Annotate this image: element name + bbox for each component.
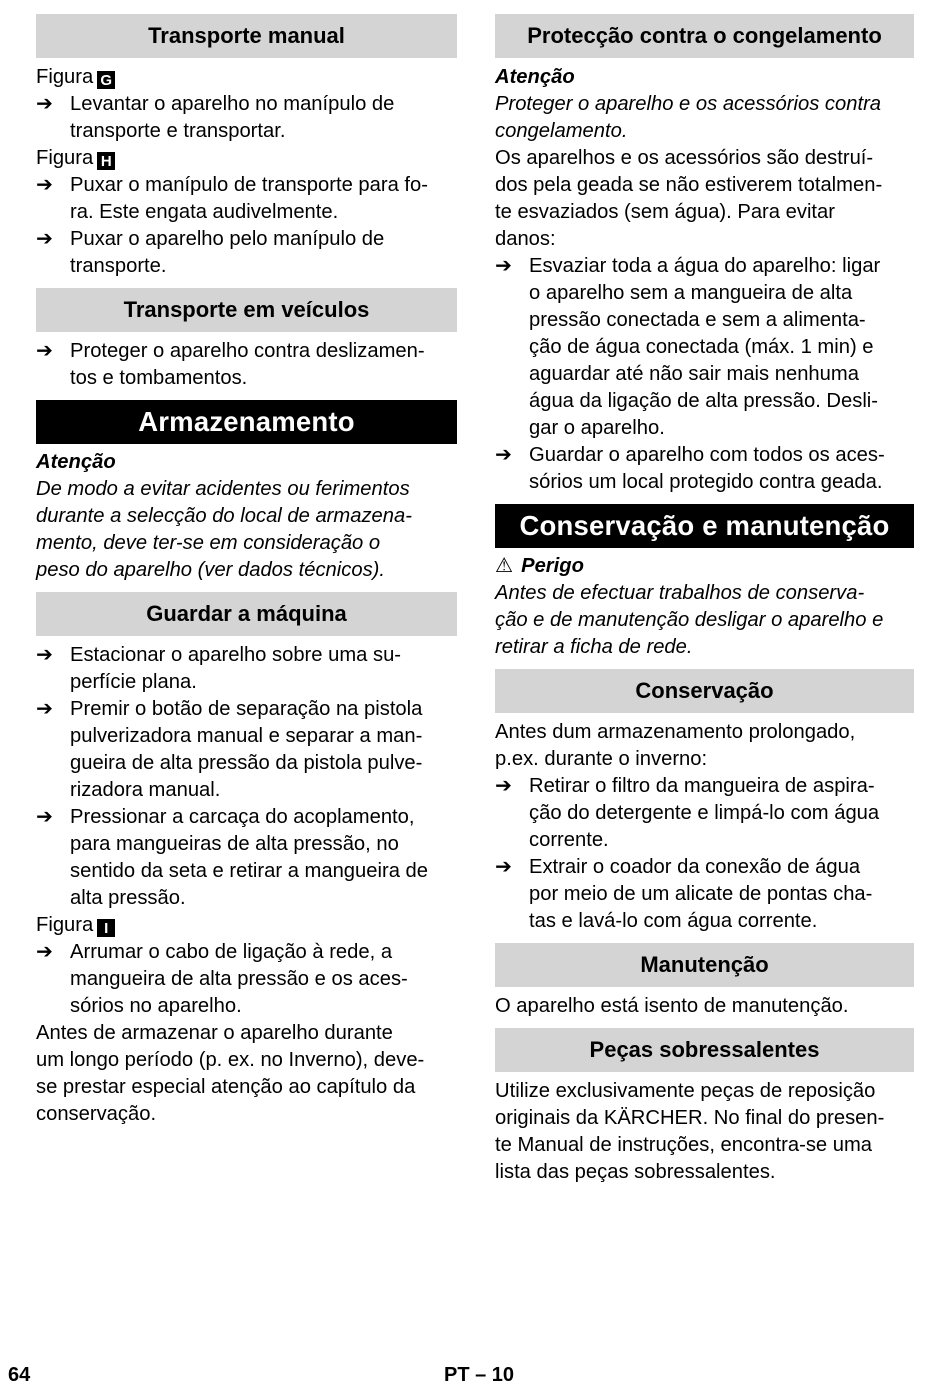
step-text-line: Arrumar o cabo de ligação à rede, a [70, 941, 393, 963]
page-number: 64 [8, 1364, 31, 1386]
step-text-line: ção do detergente e limpá-lo com água [529, 802, 880, 824]
paragraph-line: dos pela geada se não estiverem totalmen- [495, 174, 883, 196]
step-text-line: sórios um local protegido contra geada. [529, 471, 883, 493]
arrow-right-icon: ➔ [36, 806, 53, 828]
arrow-right-icon: ➔ [495, 255, 512, 277]
figure-reference-h [36, 145, 457, 172]
figure-label: Figura [36, 914, 94, 936]
paragraph-line: Antes de armazenar o aparelho durante [36, 1022, 393, 1044]
step-text-line: Proteger o aparelho contra deslizamen- [70, 340, 425, 362]
left-column [36, 14, 457, 1128]
danger-text-line: retirar a ficha de rede. [495, 636, 693, 658]
step-text-line: Esvaziar toda a água do aparelho: ligar [529, 255, 881, 277]
step-text-line: corrente. [529, 829, 609, 851]
paragraph-line: O aparelho está isento de manutenção. [495, 995, 849, 1017]
figure-marker-i: I [97, 919, 115, 937]
arrow-right-icon: ➔ [495, 444, 512, 466]
instruction-step [495, 253, 914, 442]
step-text-line: Premir o botão de separação na pistola [70, 698, 423, 720]
right-column [495, 14, 914, 1186]
instruction-step [36, 939, 457, 1020]
figure-reference-g [36, 64, 457, 91]
step-text-line: sórios no aparelho. [70, 995, 242, 1017]
arrow-right-icon: ➔ [36, 941, 53, 963]
step-text-line: aguardar até não sair mais nenhuma [529, 363, 859, 385]
step-text-line: Estacionar o aparelho sobre uma su- [70, 644, 402, 666]
arrow-right-icon: ➔ [36, 93, 53, 115]
figure-reference-i [36, 912, 457, 939]
instruction-step [36, 172, 457, 226]
step-text-line: pulverizadora manual e separar a man- [70, 725, 423, 747]
step-text-line: Levantar o aparelho no manípulo de [70, 93, 395, 115]
paragraph-line: Utilize exclusivamente peças de reposição [495, 1080, 876, 1102]
step-text-line: tas e lavá-lo com água corrente. [529, 910, 818, 932]
chapter-heading-storage: Armazenamento [36, 400, 457, 444]
attention-text-line: peso do aparelho (ver dados técnicos). [36, 559, 386, 581]
step-text-line: o aparelho sem a mangueira de alta [529, 282, 853, 304]
arrow-right-icon: ➔ [36, 174, 53, 196]
arrow-right-icon: ➔ [36, 698, 53, 720]
step-text-line: Retirar o filtro da mangueira de aspira- [529, 775, 875, 797]
paragraph-line: p.ex. durante o inverno: [495, 748, 708, 770]
instruction-step [495, 442, 914, 496]
attention-label: Atenção [495, 66, 575, 88]
paragraph-line: Antes dum armazenamento prolongado, [495, 721, 856, 743]
attention-text-line: congelamento. [495, 120, 628, 142]
step-text-line: ra. Este engata audivelmente. [70, 201, 339, 223]
instruction-step [36, 642, 457, 696]
figure-marker-h: H [97, 152, 115, 170]
instruction-step [36, 226, 457, 280]
paragraph-line: lista das peças sobressalentes. [495, 1161, 776, 1183]
section-heading-maintenance: Manutenção [495, 943, 914, 987]
attention-label: Atenção [36, 451, 116, 473]
section-heading-transport-manual: Transporte manual [36, 14, 457, 58]
step-text-line: para mangueiras de alta pressão, no [70, 833, 399, 855]
section-heading-conservation: Conservação [495, 669, 914, 713]
attention-text-line: Proteger o aparelho e os acessórios contra [495, 93, 882, 115]
instruction-step [495, 854, 914, 935]
danger-text-line: ção e de manutenção desligar o aparelho e [495, 609, 884, 631]
section-heading-spare-parts: Peças sobressalentes [495, 1028, 914, 1072]
arrow-right-icon: ➔ [495, 775, 512, 797]
figure-label: Figura [36, 66, 94, 88]
section-heading-transport-vehicles: Transporte em veículos [36, 288, 457, 332]
warning-triangle-icon: ⚠ [495, 555, 514, 577]
paragraph-line: te esvaziados (sem água). Para evitar [495, 201, 835, 223]
step-text-line: pressão conectada e sem a alimenta- [529, 309, 866, 331]
step-text-line: Guardar o aparelho com todos os aces- [529, 444, 885, 466]
step-text-line: transporte. [70, 255, 167, 277]
step-text-line: Puxar o aparelho pelo manípulo de [70, 228, 385, 250]
language-page-label: PT – 10 [444, 1364, 515, 1386]
chapter-heading-maintenance: Conservação e manutenção [495, 504, 914, 548]
instruction-step [36, 804, 457, 912]
step-text-line: transporte e transportar. [70, 120, 286, 142]
attention-text-line: De modo a evitar acidentes ou ferimentos [36, 478, 410, 500]
instruction-step [495, 773, 914, 854]
danger-label: Perigo [521, 555, 584, 577]
figure-label: Figura [36, 147, 94, 169]
step-text-line: sentido da seta e retirar a mangueira de [70, 860, 428, 882]
paragraph-line: um longo período (p. ex. no Inverno), deve- [36, 1049, 425, 1071]
section-heading-store-machine: Guardar a máquina [36, 592, 457, 636]
paragraph-line: conservação. [36, 1103, 157, 1125]
instruction-step [36, 91, 457, 145]
step-text-line: Pressionar a carcaça do acoplamento, [70, 806, 415, 828]
step-text-line: Puxar o manípulo de transporte para fo- [70, 174, 428, 196]
arrow-right-icon: ➔ [36, 644, 53, 666]
figure-marker-g: G [97, 71, 115, 89]
section-heading-frost-protection: Protecção contra o congelamento [495, 14, 914, 58]
step-text-line: água da ligação de alta pressão. Desli- [529, 390, 879, 412]
paragraph-line: danos: [495, 228, 556, 250]
attention-text-line: durante a selecção do local de armazena- [36, 505, 412, 527]
step-text-line: por meio de um alicate de pontas cha- [529, 883, 873, 905]
arrow-right-icon: ➔ [36, 228, 53, 250]
step-text-line: alta pressão. [70, 887, 186, 909]
instruction-step [36, 696, 457, 804]
step-text-line: tos e tombamentos. [70, 367, 248, 389]
instruction-step [36, 338, 457, 392]
attention-text-line: mento, deve ter-se em consideração o [36, 532, 381, 554]
step-text-line: gar o aparelho. [529, 417, 665, 439]
danger-text-line: Antes de efectuar trabalhos de conserva- [495, 582, 865, 604]
step-text-line: ção de água conectada (máx. 1 min) e [529, 336, 874, 358]
step-text-line: mangueira de alta pressão e os aces- [70, 968, 408, 990]
paragraph-line: originais da KÄRCHER. No final do presen- [495, 1107, 885, 1129]
danger-heading [495, 553, 914, 580]
step-text-line: gueira de alta pressão da pistola pulve- [70, 752, 423, 774]
paragraph-line: te Manual de instruções, encontra-se uma [495, 1134, 873, 1156]
step-text-line: rizadora manual. [70, 779, 221, 801]
arrow-right-icon: ➔ [495, 856, 512, 878]
paragraph-line: se prestar especial atenção ao capítulo da [36, 1076, 416, 1098]
paragraph-line: Os aparelhos e os acessórios são destruí- [495, 147, 874, 169]
step-text-line: Extrair o coador da conexão de água [529, 856, 861, 878]
arrow-right-icon: ➔ [36, 340, 53, 362]
step-text-line: perfície plana. [70, 671, 197, 693]
